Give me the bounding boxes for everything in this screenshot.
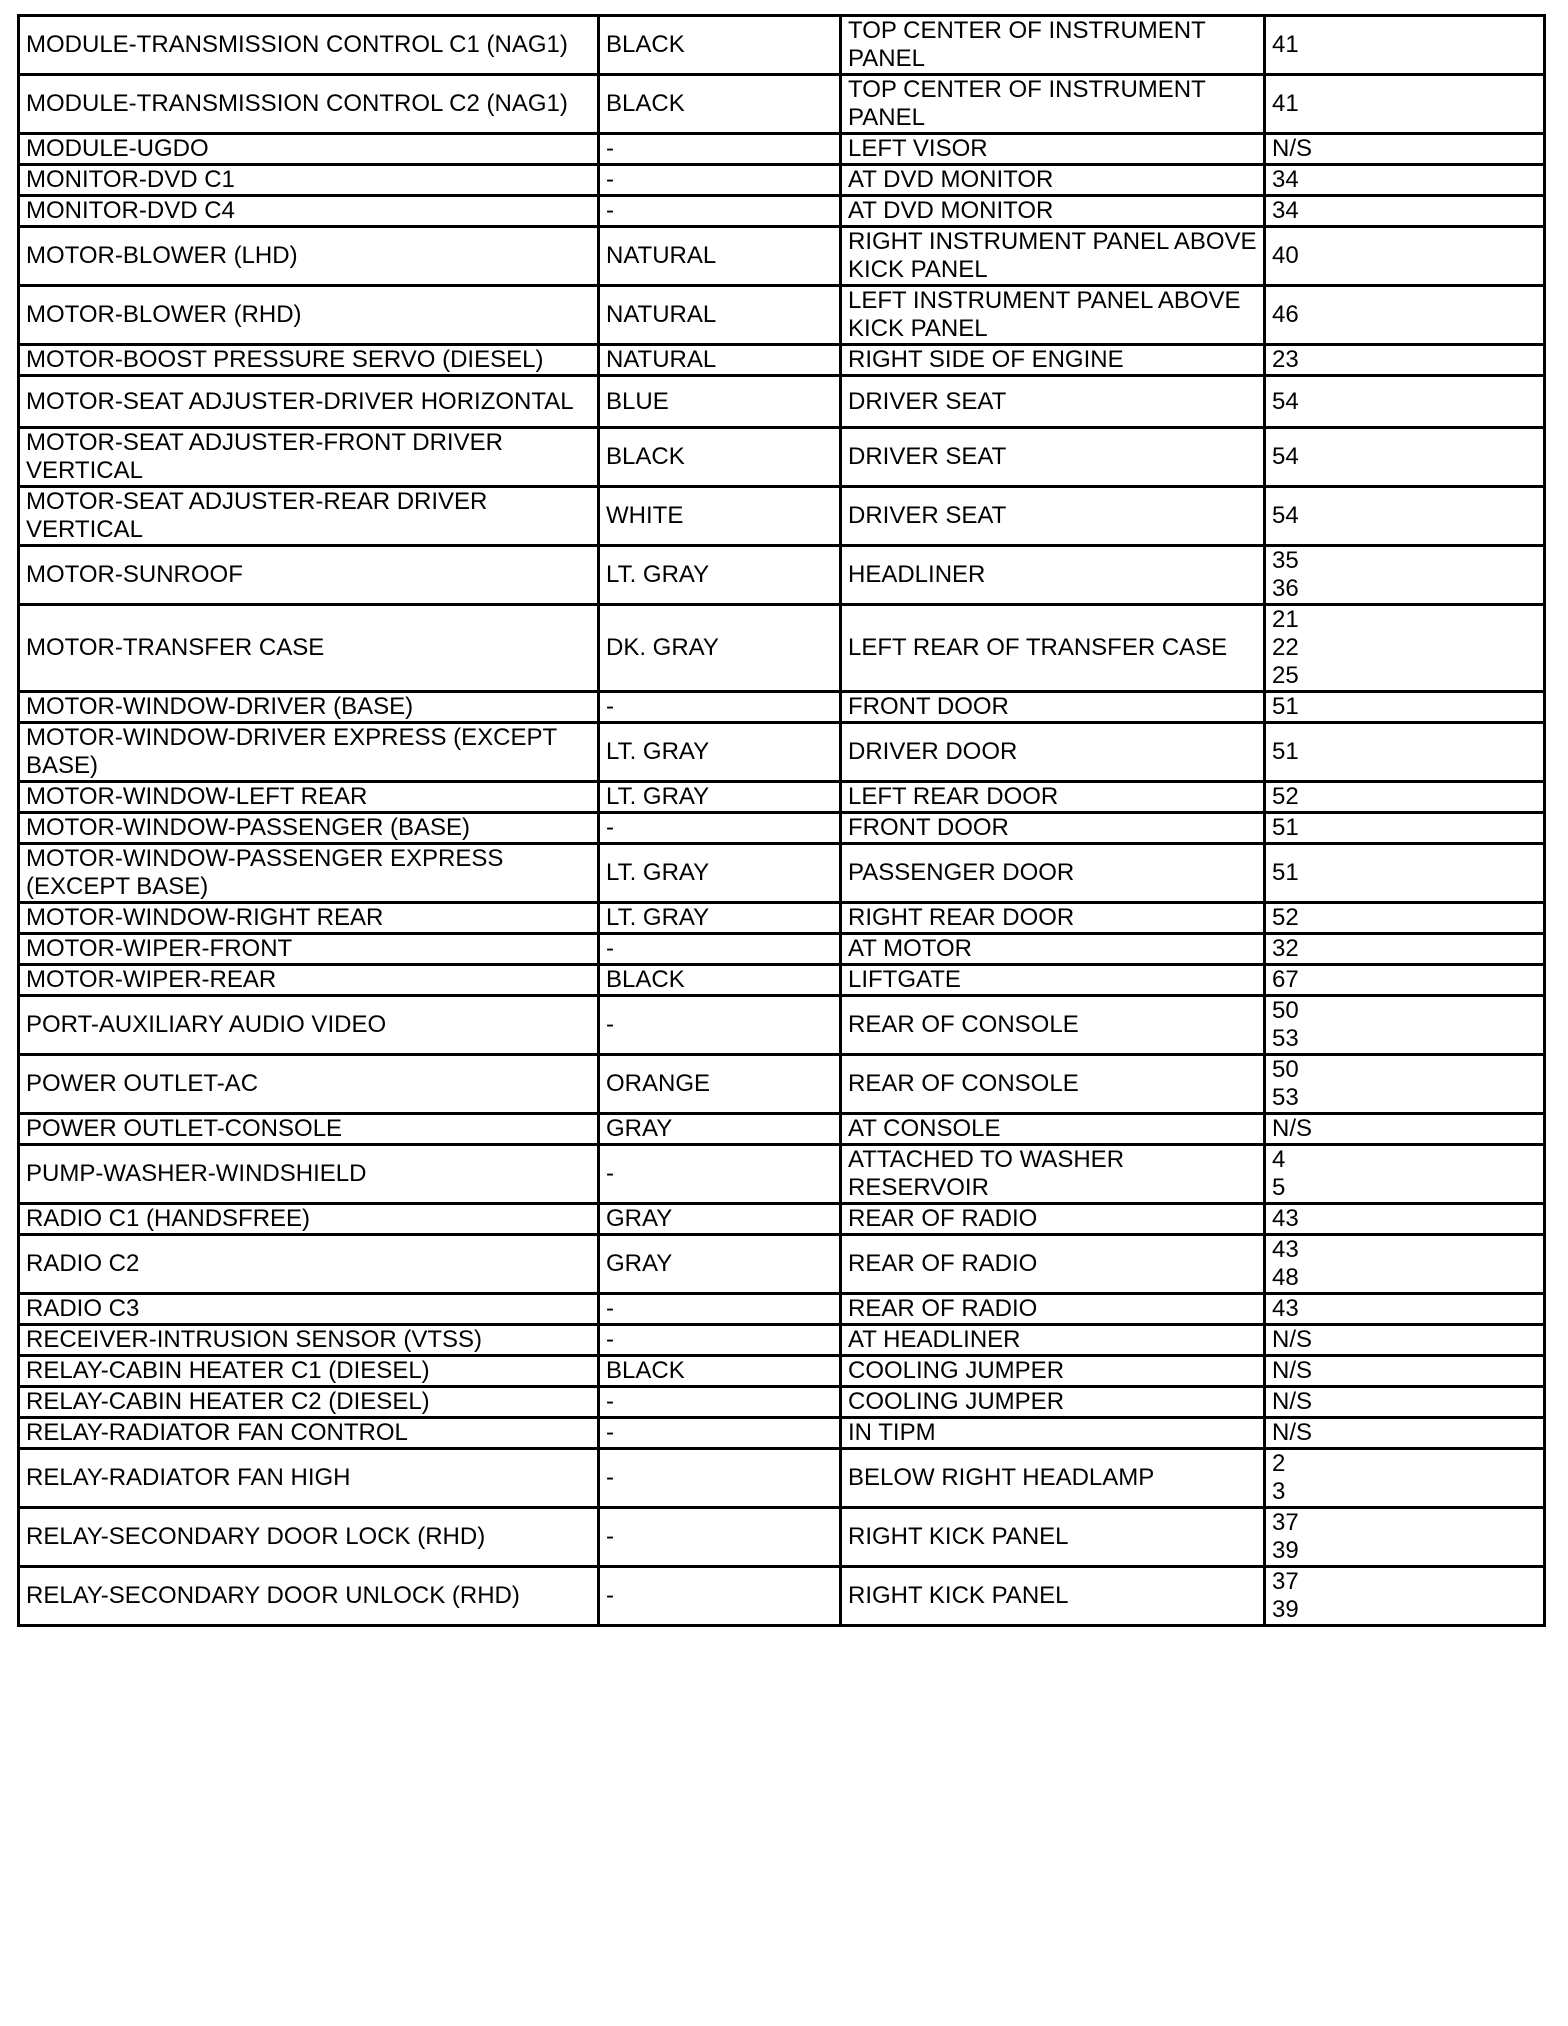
figure-numbers-cell bbox=[1265, 546, 1545, 605]
location-cell: RIGHT REAR DOOR bbox=[841, 903, 1265, 934]
table-row bbox=[19, 934, 1545, 965]
connector-color-cell: - bbox=[599, 1387, 841, 1418]
connector-color-cell: - bbox=[599, 1449, 841, 1508]
figure-numbers-cell bbox=[1265, 692, 1545, 723]
figure-number: 51 bbox=[1272, 738, 1299, 765]
table-row bbox=[19, 692, 1545, 723]
figure-number: N/S bbox=[1272, 135, 1313, 162]
location-cell: PASSENGER DOOR bbox=[841, 844, 1265, 903]
location-cell: TOP CENTER OF INSTRUMENT PANEL bbox=[841, 16, 1265, 75]
figure-number: 51 bbox=[1272, 693, 1299, 720]
table-row bbox=[19, 1294, 1545, 1325]
figure-number: 67 bbox=[1272, 966, 1299, 993]
figure-numbers-cell bbox=[1265, 1055, 1545, 1114]
component-name-cell: RELAY-SECONDARY DOOR LOCK (RHD) bbox=[19, 1508, 599, 1567]
component-name-cell: MOTOR-WINDOW-RIGHT REAR bbox=[19, 903, 599, 934]
connector-color-cell: GRAY bbox=[599, 1235, 841, 1294]
table-row bbox=[19, 196, 1545, 227]
connector-color-cell: DK. GRAY bbox=[599, 605, 841, 692]
table-row bbox=[19, 165, 1545, 196]
component-name-cell: MOTOR-WINDOW-DRIVER (BASE) bbox=[19, 692, 599, 723]
figure-number: 46 bbox=[1272, 301, 1299, 328]
table-row bbox=[19, 1235, 1545, 1294]
connector-color-cell: LT. GRAY bbox=[599, 546, 841, 605]
table-row bbox=[19, 1356, 1545, 1387]
component-name-cell: MONITOR-DVD C1 bbox=[19, 165, 599, 196]
location-cell: REAR OF RADIO bbox=[841, 1235, 1265, 1294]
connector-color-cell: NATURAL bbox=[599, 345, 841, 376]
connector-color-cell: NATURAL bbox=[599, 286, 841, 345]
location-cell: HEADLINER bbox=[841, 546, 1265, 605]
figure-numbers-cell bbox=[1265, 165, 1545, 196]
location-cell: AT HEADLINER bbox=[841, 1325, 1265, 1356]
table-row bbox=[19, 546, 1545, 605]
location-cell: LIFTGATE bbox=[841, 965, 1265, 996]
component-name-cell: MOTOR-WINDOW-PASSENGER (BASE) bbox=[19, 813, 599, 844]
figure-number: 51 bbox=[1272, 859, 1299, 886]
connector-color-cell: - bbox=[599, 1294, 841, 1325]
component-name-cell: MOTOR-SEAT ADJUSTER-REAR DRIVER VERTICAL bbox=[19, 487, 599, 546]
location-cell: LEFT REAR DOOR bbox=[841, 782, 1265, 813]
location-cell: REAR OF CONSOLE bbox=[841, 1055, 1265, 1114]
location-cell: DRIVER SEAT bbox=[841, 376, 1265, 428]
figure-number: 21 bbox=[1272, 606, 1299, 633]
location-cell: TOP CENTER OF INSTRUMENT PANEL bbox=[841, 75, 1265, 134]
figure-number: N/S bbox=[1272, 1388, 1313, 1415]
table-row bbox=[19, 1418, 1545, 1449]
figure-numbers-cell bbox=[1265, 844, 1545, 903]
figure-number: 52 bbox=[1272, 904, 1299, 931]
figure-number: 3 bbox=[1272, 1478, 1286, 1505]
connector-color-cell: GRAY bbox=[599, 1114, 841, 1145]
table-row bbox=[19, 903, 1545, 934]
figure-numbers-cell bbox=[1265, 605, 1545, 692]
figure-numbers-cell bbox=[1265, 934, 1545, 965]
figure-number: 34 bbox=[1272, 166, 1299, 193]
figure-number: 32 bbox=[1272, 935, 1299, 962]
table-row bbox=[19, 1204, 1545, 1235]
component-name-cell: RELAY-RADIATOR FAN CONTROL bbox=[19, 1418, 599, 1449]
component-name-cell: MOTOR-WINDOW-PASSENGER EXPRESS (EXCEPT BASE) bbox=[19, 844, 599, 903]
location-cell: RIGHT SIDE OF ENGINE bbox=[841, 345, 1265, 376]
connector-color-cell: LT. GRAY bbox=[599, 844, 841, 903]
table-row bbox=[19, 1387, 1545, 1418]
table-row bbox=[19, 75, 1545, 134]
connector-color-cell: BLACK bbox=[599, 1356, 841, 1387]
component-name-cell: MOTOR-BLOWER (LHD) bbox=[19, 227, 599, 286]
location-cell: REAR OF CONSOLE bbox=[841, 996, 1265, 1055]
figure-number: 41 bbox=[1272, 90, 1299, 117]
figure-numbers-cell bbox=[1265, 134, 1545, 165]
location-cell: DRIVER SEAT bbox=[841, 428, 1265, 487]
figure-number: 53 bbox=[1272, 1084, 1299, 1111]
connector-color-cell: - bbox=[599, 165, 841, 196]
component-name-cell: MODULE-TRANSMISSION CONTROL C2 (NAG1) bbox=[19, 75, 599, 134]
figure-number: 52 bbox=[1272, 783, 1299, 810]
table-row bbox=[19, 996, 1545, 1055]
figure-numbers-cell bbox=[1265, 1204, 1545, 1235]
figure-numbers-cell bbox=[1265, 376, 1545, 428]
figure-numbers-cell bbox=[1265, 1145, 1545, 1204]
figure-numbers-cell bbox=[1265, 1356, 1545, 1387]
figure-number: 41 bbox=[1272, 31, 1299, 58]
table-row bbox=[19, 1145, 1545, 1204]
connector-color-cell: - bbox=[599, 1145, 841, 1204]
location-cell: DRIVER DOOR bbox=[841, 723, 1265, 782]
figure-number: N/S bbox=[1272, 1326, 1313, 1353]
connector-color-cell: WHITE bbox=[599, 487, 841, 546]
component-name-cell: MOTOR-WINDOW-DRIVER EXPRESS (EXCEPT BASE) bbox=[19, 723, 599, 782]
table-row bbox=[19, 16, 1545, 75]
connector-color-cell: LT. GRAY bbox=[599, 903, 841, 934]
location-cell: AT DVD MONITOR bbox=[841, 165, 1265, 196]
figure-number: 50 bbox=[1272, 1056, 1299, 1083]
figure-number: 39 bbox=[1272, 1596, 1299, 1623]
figure-numbers-cell bbox=[1265, 965, 1545, 996]
location-cell: RIGHT KICK PANEL bbox=[841, 1508, 1265, 1567]
component-name-cell: MOTOR-WINDOW-LEFT REAR bbox=[19, 782, 599, 813]
figure-number: 34 bbox=[1272, 197, 1299, 224]
location-cell: REAR OF RADIO bbox=[841, 1294, 1265, 1325]
table-row bbox=[19, 1449, 1545, 1508]
figure-numbers-cell bbox=[1265, 1508, 1545, 1567]
table-row bbox=[19, 1508, 1545, 1567]
figure-number: 54 bbox=[1272, 502, 1299, 529]
figure-numbers-cell bbox=[1265, 487, 1545, 546]
component-name-cell: RADIO C3 bbox=[19, 1294, 599, 1325]
table-row bbox=[19, 1567, 1545, 1626]
connector-color-cell: - bbox=[599, 134, 841, 165]
figure-number: 43 bbox=[1272, 1236, 1299, 1263]
component-name-cell: RELAY-SECONDARY DOOR UNLOCK (RHD) bbox=[19, 1567, 599, 1626]
connector-color-cell: LT. GRAY bbox=[599, 782, 841, 813]
connector-color-cell: - bbox=[599, 934, 841, 965]
figure-number: 5 bbox=[1272, 1174, 1286, 1201]
connector-color-cell: - bbox=[599, 196, 841, 227]
connector-color-cell: BLACK bbox=[599, 428, 841, 487]
table-row bbox=[19, 345, 1545, 376]
component-name-cell: MOTOR-WIPER-FRONT bbox=[19, 934, 599, 965]
table-row bbox=[19, 813, 1545, 844]
connector-color-cell: LT. GRAY bbox=[599, 723, 841, 782]
figure-numbers-cell bbox=[1265, 903, 1545, 934]
component-name-cell: POWER OUTLET-CONSOLE bbox=[19, 1114, 599, 1145]
figure-numbers-cell bbox=[1265, 1325, 1545, 1356]
location-cell: FRONT DOOR bbox=[841, 692, 1265, 723]
location-cell: DRIVER SEAT bbox=[841, 487, 1265, 546]
location-cell: LEFT INSTRUMENT PANEL ABOVE KICK PANEL bbox=[841, 286, 1265, 345]
figure-number: 4 bbox=[1272, 1146, 1286, 1173]
connector-location-sheet bbox=[17, 14, 1546, 1627]
figure-numbers-cell bbox=[1265, 996, 1545, 1055]
figure-numbers-cell bbox=[1265, 723, 1545, 782]
component-name-cell: MODULE-UGDO bbox=[19, 134, 599, 165]
component-name-cell: MOTOR-BOOST PRESSURE SERVO (DIESEL) bbox=[19, 345, 599, 376]
component-name-cell: MOTOR-TRANSFER CASE bbox=[19, 605, 599, 692]
figure-numbers-cell bbox=[1265, 345, 1545, 376]
connector-color-cell: - bbox=[599, 996, 841, 1055]
figure-numbers-cell bbox=[1265, 813, 1545, 844]
table-row bbox=[19, 286, 1545, 345]
figure-number: 35 bbox=[1272, 547, 1299, 574]
figure-numbers-cell bbox=[1265, 16, 1545, 75]
figure-number: 22 bbox=[1272, 634, 1299, 661]
location-cell: BELOW RIGHT HEADLAMP bbox=[841, 1449, 1265, 1508]
component-name-cell: MONITOR-DVD C4 bbox=[19, 196, 599, 227]
location-cell: REAR OF RADIO bbox=[841, 1204, 1265, 1235]
figure-numbers-cell bbox=[1265, 1449, 1545, 1508]
table-row bbox=[19, 844, 1545, 903]
figure-number: 37 bbox=[1272, 1568, 1299, 1595]
figure-numbers-cell bbox=[1265, 1235, 1545, 1294]
table-row bbox=[19, 376, 1545, 428]
component-name-cell: MOTOR-SEAT ADJUSTER-DRIVER HORIZONTAL bbox=[19, 376, 599, 428]
figure-number: 54 bbox=[1272, 387, 1299, 415]
location-cell: COOLING JUMPER bbox=[841, 1387, 1265, 1418]
figure-number: 50 bbox=[1272, 997, 1299, 1024]
connector-color-cell: GRAY bbox=[599, 1204, 841, 1235]
component-name-cell: POWER OUTLET-AC bbox=[19, 1055, 599, 1114]
figure-number: N/S bbox=[1272, 1115, 1313, 1142]
component-name-cell: RELAY-CABIN HEATER C1 (DIESEL) bbox=[19, 1356, 599, 1387]
component-name-cell: MODULE-TRANSMISSION CONTROL C1 (NAG1) bbox=[19, 16, 599, 75]
component-name-cell: RECEIVER-INTRUSION SENSOR (VTSS) bbox=[19, 1325, 599, 1356]
component-name-cell: RADIO C1 (HANDSFREE) bbox=[19, 1204, 599, 1235]
component-name-cell: MOTOR-WIPER-REAR bbox=[19, 965, 599, 996]
connector-color-cell: - bbox=[599, 692, 841, 723]
connector-color-cell: - bbox=[599, 1508, 841, 1567]
table-row bbox=[19, 782, 1545, 813]
component-name-cell: PORT-AUXILIARY AUDIO VIDEO bbox=[19, 996, 599, 1055]
connector-color-cell: BLACK bbox=[599, 16, 841, 75]
table-row bbox=[19, 1114, 1545, 1145]
figure-number: 54 bbox=[1272, 443, 1299, 470]
figure-numbers-cell bbox=[1265, 1567, 1545, 1626]
figure-number: 23 bbox=[1272, 346, 1299, 373]
location-cell: AT CONSOLE bbox=[841, 1114, 1265, 1145]
figure-numbers-cell bbox=[1265, 75, 1545, 134]
connector-color-cell: ORANGE bbox=[599, 1055, 841, 1114]
figure-number: 39 bbox=[1272, 1537, 1299, 1564]
figure-numbers-cell bbox=[1265, 428, 1545, 487]
figure-number: 40 bbox=[1272, 242, 1299, 269]
connector-color-cell: BLACK bbox=[599, 965, 841, 996]
figure-number: N/S bbox=[1272, 1357, 1313, 1384]
table-row bbox=[19, 965, 1545, 996]
location-cell: LEFT REAR OF TRANSFER CASE bbox=[841, 605, 1265, 692]
figure-numbers-cell bbox=[1265, 1114, 1545, 1145]
connector-table bbox=[17, 14, 1546, 1627]
figure-numbers-cell bbox=[1265, 782, 1545, 813]
figure-number: 25 bbox=[1272, 662, 1299, 689]
connector-color-cell: BLUE bbox=[599, 376, 841, 428]
component-name-cell: RELAY-CABIN HEATER C2 (DIESEL) bbox=[19, 1387, 599, 1418]
figure-number: N/S bbox=[1272, 1419, 1313, 1446]
component-name-cell: RADIO C2 bbox=[19, 1235, 599, 1294]
connector-color-cell: - bbox=[599, 813, 841, 844]
figure-numbers-cell bbox=[1265, 286, 1545, 345]
component-name-cell: MOTOR-SEAT ADJUSTER-FRONT DRIVER VERTICAL bbox=[19, 428, 599, 487]
figure-numbers-cell bbox=[1265, 1387, 1545, 1418]
location-cell: IN TIPM bbox=[841, 1418, 1265, 1449]
location-cell: ATTACHED TO WASHER RESERVOIR bbox=[841, 1145, 1265, 1204]
component-name-cell: MOTOR-BLOWER (RHD) bbox=[19, 286, 599, 345]
connector-color-cell: - bbox=[599, 1325, 841, 1356]
connector-color-cell: - bbox=[599, 1418, 841, 1449]
connector-color-cell: BLACK bbox=[599, 75, 841, 134]
figure-number: 2 bbox=[1272, 1450, 1286, 1477]
table-row bbox=[19, 605, 1545, 692]
connector-table-body bbox=[19, 16, 1545, 1626]
location-cell: RIGHT KICK PANEL bbox=[841, 1567, 1265, 1626]
figure-numbers-cell bbox=[1265, 196, 1545, 227]
location-cell: AT DVD MONITOR bbox=[841, 196, 1265, 227]
figure-number: 43 bbox=[1272, 1295, 1299, 1322]
table-row bbox=[19, 134, 1545, 165]
location-cell: RIGHT INSTRUMENT PANEL ABOVE KICK PANEL bbox=[841, 227, 1265, 286]
location-cell: AT MOTOR bbox=[841, 934, 1265, 965]
figure-number: 37 bbox=[1272, 1509, 1299, 1536]
component-name-cell: PUMP-WASHER-WINDSHIELD bbox=[19, 1145, 599, 1204]
component-name-cell: MOTOR-SUNROOF bbox=[19, 546, 599, 605]
table-row bbox=[19, 1325, 1545, 1356]
location-cell: FRONT DOOR bbox=[841, 813, 1265, 844]
component-name-cell: RELAY-RADIATOR FAN HIGH bbox=[19, 1449, 599, 1508]
table-row bbox=[19, 723, 1545, 782]
table-row bbox=[19, 1055, 1545, 1114]
location-cell: LEFT VISOR bbox=[841, 134, 1265, 165]
figure-number: 51 bbox=[1272, 814, 1299, 841]
figure-number: 53 bbox=[1272, 1025, 1299, 1052]
figure-numbers-cell bbox=[1265, 227, 1545, 286]
figure-number: 48 bbox=[1272, 1264, 1299, 1291]
connector-color-cell: - bbox=[599, 1567, 841, 1626]
connector-color-cell: NATURAL bbox=[599, 227, 841, 286]
table-row bbox=[19, 487, 1545, 546]
figure-numbers-cell bbox=[1265, 1418, 1545, 1449]
figure-number: 36 bbox=[1272, 575, 1299, 602]
table-row bbox=[19, 227, 1545, 286]
table-row bbox=[19, 428, 1545, 487]
figure-numbers-cell bbox=[1265, 1294, 1545, 1325]
location-cell: COOLING JUMPER bbox=[841, 1356, 1265, 1387]
figure-number: 43 bbox=[1272, 1205, 1299, 1232]
